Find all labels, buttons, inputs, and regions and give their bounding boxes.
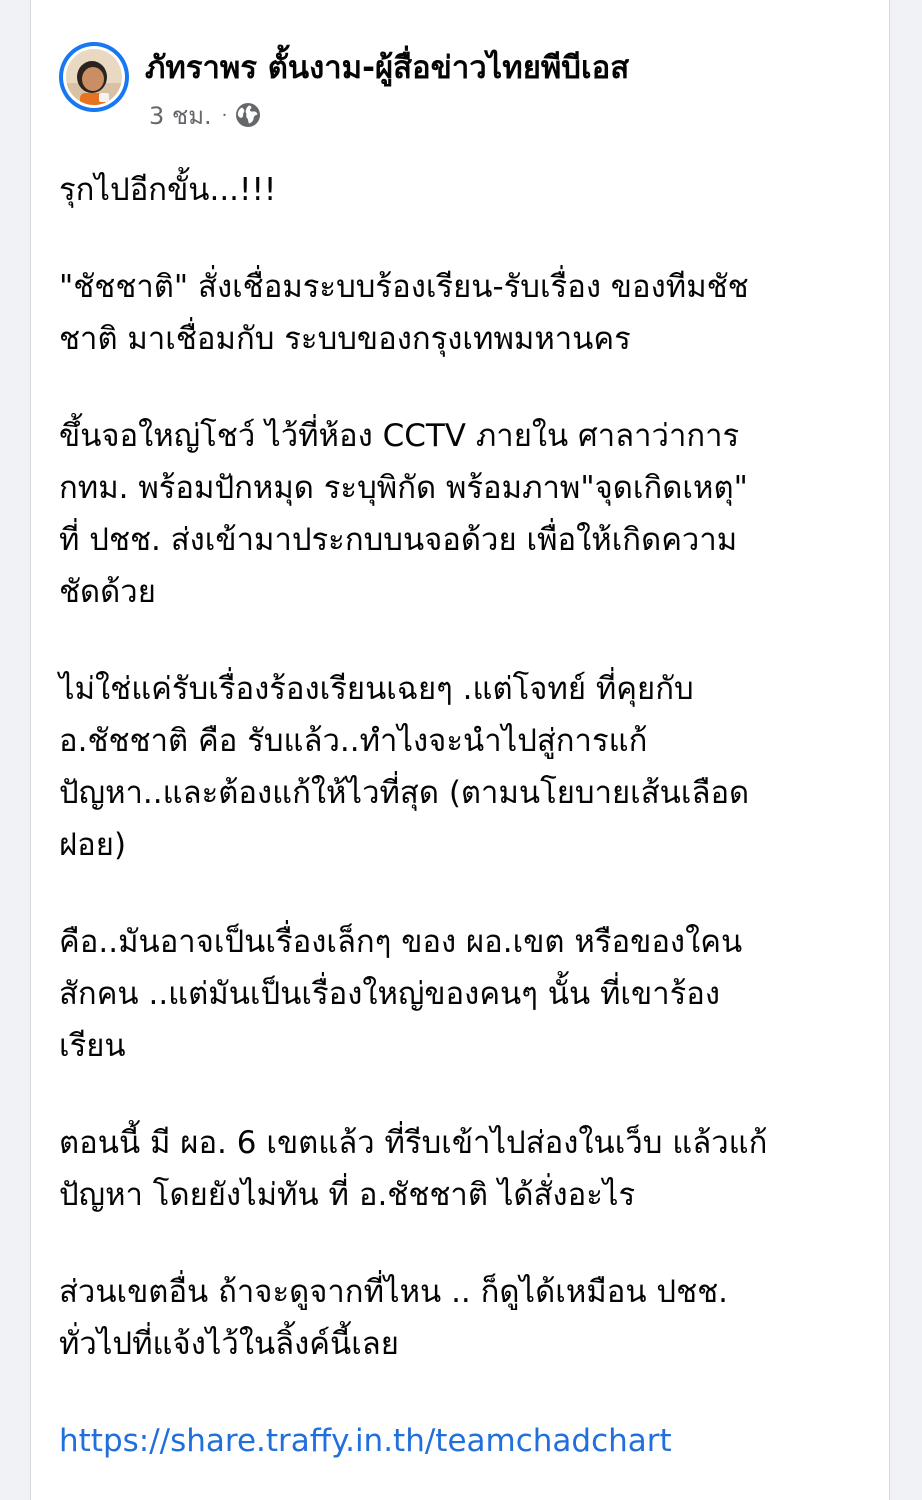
text-line: "ชัชชาติ" สั่งเชื่อมระบบร้องเรียน-รับเรื่อง ของทีมชัช — [59, 269, 749, 305]
post-paragraph-7 — [59, 1266, 869, 1370]
avatar[interactable] — [59, 42, 129, 112]
traffy-link[interactable]: https://share.traffy.in.th/teamchadchart — [59, 1423, 672, 1459]
text-line: ส่วนเขตอื่น ถ้าจะดูจากที่ไหน .. ก็ดูได้เหมือน ปชช. — [59, 1274, 728, 1310]
text-line: คือ..มันอาจเป็นเรื่องเล็กๆ ของ ผอ.เขต หรือของใคน — [59, 924, 743, 960]
post-paragraph-6 — [59, 1117, 869, 1221]
author-name[interactable]: ภัทราพร ตั้นงาม-ผู้สื่อข่าวไทยพีบีเอส — [145, 50, 630, 86]
text-line: ฝอย) — [59, 827, 127, 863]
text-line: กทม. พร้อมปักหมุด ระบุพิกัด พร้อมภาพ"จุดเกิดเหตุ" — [59, 470, 748, 506]
text-line: ชาติ มาเชื่อมกับ ระบบของกรุงเทพมหานคร — [59, 321, 631, 357]
text-line: รุกไปอีกขั้น...!!! — [59, 172, 277, 208]
text-line: อ.ชัชชาติ คือ รับแล้ว..ทำไงจะนำไปสู่การแก้ — [59, 723, 648, 759]
post-header — [59, 42, 869, 137]
avatar-photo — [66, 49, 122, 105]
text-line: ทั่วไปที่แจ้งไว้ในลิ้งค์นี้เลย — [59, 1326, 399, 1362]
post-time[interactable]: 3 ชม. — [149, 101, 212, 130]
text-line: ปัญหา โดยยังไม่ทัน ที่ อ.ชัชชาติ ได้สั่งอะไร — [59, 1177, 636, 1213]
post-body — [59, 164, 869, 1467]
text-line: ตอนนี้ มี ผอ. 6 เขตแล้ว ที่รีบเข้าไปส่องในเว็บ แล้วแก้ — [59, 1125, 768, 1161]
text-line: ขึ้นจอใหญ่โชว์ ไว้ที่ห้อง CCTV ภายใน ศาลาว่าการ — [59, 418, 740, 454]
text-line: เรียน — [59, 1028, 126, 1064]
post-paragraph-5 — [59, 916, 869, 1072]
post-paragraph-1 — [59, 164, 869, 216]
post-meta — [149, 98, 261, 132]
post-paragraph-2 — [59, 261, 869, 365]
globe-icon[interactable] — [235, 102, 261, 128]
text-line: ปัญหา..และต้องแก้ให้ไวที่สุด (ตามนโยบายเส้นเลือด — [59, 775, 750, 811]
post-card — [30, 0, 890, 1500]
text-line: ไม่ใช่แค่รับเรื่องร้องเรียนเฉยๆ .แต่โจทย์ ที่คุยกับ — [59, 671, 694, 707]
text-line: ที่ ปชช. ส่งเข้ามาประกบบนจอด้วย เพื่อให้เกิดความ — [59, 522, 738, 558]
text-line: สักคน ..แต่มันเป็นเรื่องใหญ่ของคนๆ นั้น ที่เขาร้อง — [59, 976, 721, 1012]
meta-separator: · — [221, 104, 228, 126]
text-line: ชัดด้วย — [59, 574, 156, 610]
post-paragraph-4 — [59, 663, 869, 871]
post-paragraph-3 — [59, 410, 869, 618]
